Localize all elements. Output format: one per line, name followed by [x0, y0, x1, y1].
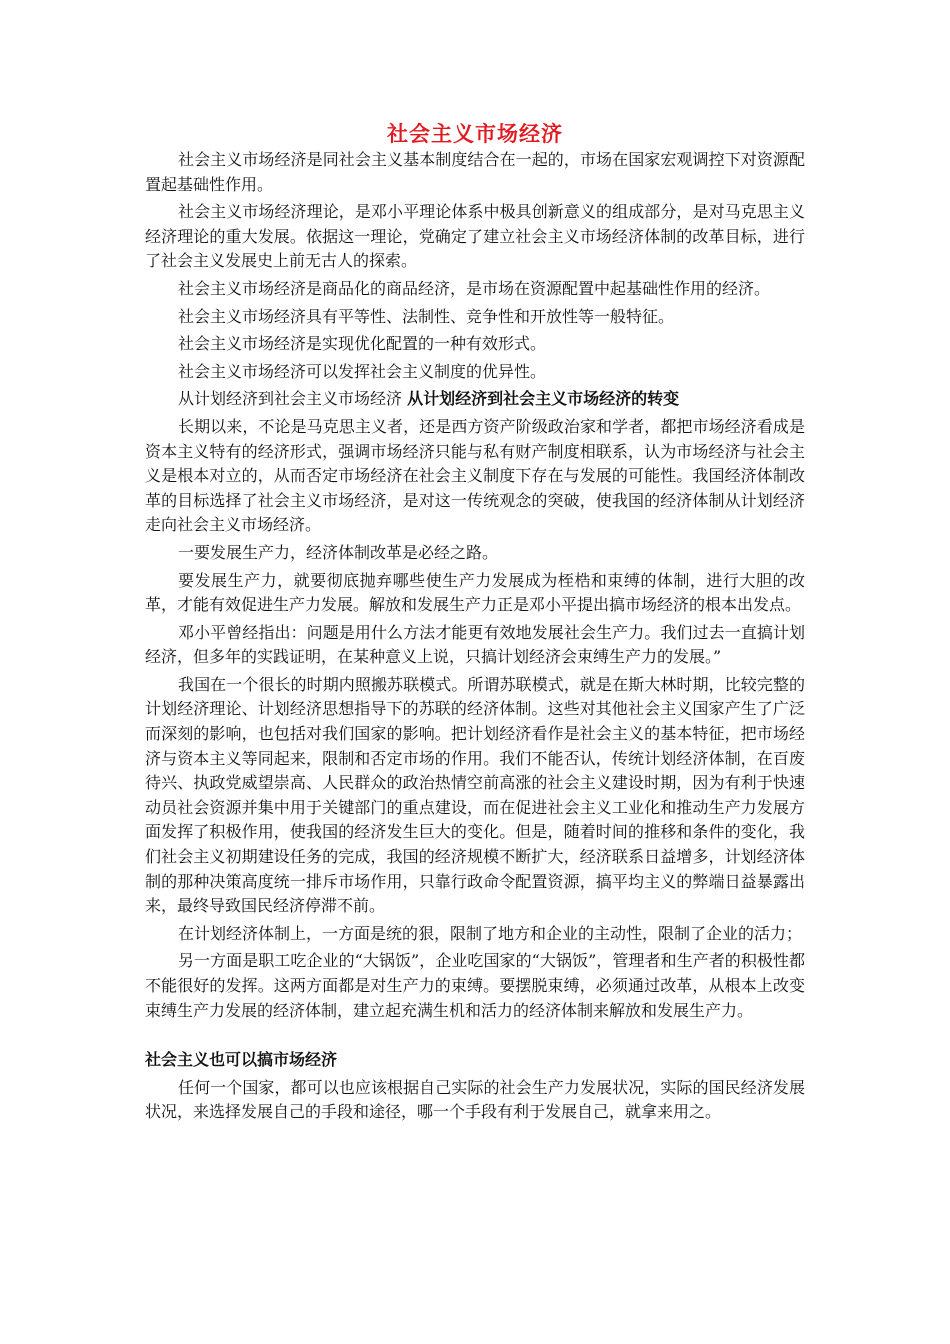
paragraph: 社会主义市场经济理论，是邓小平理论体系中极具创新意义的组成部分，是对马克思主义经济理论的重大发展。依据这一理论，党确定了建立社会主义市场经济体制的改革目标，进行了社会主义发展史上前无古人的探索。 [145, 202, 805, 271]
subheading-bold: 从计划经济到社会主义市场经济的转变 [407, 389, 680, 409]
paragraph: 社会主义市场经济是实现优化配置的一种有效形式。 [178, 334, 547, 354]
document-title: 社会主义市场经济 [387, 121, 563, 146]
paragraph: 社会主义市场经济可以发挥社会主义制度的优异性。 [178, 361, 547, 381]
paragraph: 我国在一个很长的时期内照搬苏联模式。所谓苏联模式，就是在斯大林时期，比较完整的计划经济理论、计划经济思想指导下的苏联的经济体制。这些对其他社会主义国家产生了广泛而深刻的影响，也包括对我们国家的影响。把计划经济看作是社会主义的基本特征，把市场经济与资本主义等同起来，限制和否定市场的作用。我们不能否认，传统计划经济体制，在百废待兴、执政党威望崇高、人民群众的政治热情空前高涨的社会主义建设时期，因为有利于快速动员社会资源并集中用于关键部门的重点建设，而在促进社会主义工业化和推动生产力发展方面发挥了积极作用，使我国的经济发生巨大的变化。但是，随着时间的推移和条件的变化，我们社会主义初期建设任务的完成，我国的经济规模不断扩大，经济联系日益增多，计划经济体制的那种决策高度统一排斥市场作用，只靠行政命令配置资源，搞平均主义的弊端日益暴露出来，最终导致国民经济停滞不前。 [145, 674, 805, 916]
subheading-prefix: 从计划经济到社会主义市场经济 [178, 389, 403, 409]
document-body [145, 120, 805, 1128]
paragraph: 任何一个国家，都可以也应该根据自己实际的社会生产力发展状况，实际的国民经济发展状况，来选择发展自己的手段和途径，哪一个手段有利于发展自己，就拿来用之。 [145, 1077, 805, 1122]
paragraph: 在计划经济体制上，一方面是统的狠，限制了地方和企业的主动性，限制了企业的活力； [178, 923, 803, 943]
paragraph: 长期以来，不论是马克思主义者，还是西方资产阶级政治家和学者，都把市场经济看成是资本主义特有的经济形式，强调市场经济只能与私有财产制度相联系，认为市场经济与社会主义是根本对立的，从而否定市场经济在社会主义制度下存在与发展的可能性。我国经济体制改革的目标选择了社会主义市场经济，是对这一传统观念的突破，使我国的经济体制从计划经济走向社会主义市场经济。 [145, 416, 805, 535]
paragraph: 另一方面是职工吃企业的“大锅饭”，企业吃国家的“大锅饭”，管理者和生产者的积极性都不能很好的发挥。这两方面都是对生产力的束缚。要摆脱束缚，必须通过改革，从根本上改变束缚生产力发展的经济体制，建立起充满生机和活力的经济体制来解放和发展生产力。 [145, 951, 805, 1020]
paragraph: 一要发展生产力，经济体制改革是必经之路。 [178, 542, 499, 562]
paragraph: 社会主义市场经济是同社会主义基本制度结合在一起的，市场在国家宏观调控下对资源配置起基础性作用。 [145, 150, 805, 194]
section-heading: 社会主义也可以搞市场经济 [145, 1050, 338, 1070]
section-subheading [145, 387, 805, 412]
paragraph: 社会主义市场经济具有平等性、法制性、竞争性和开放性等一般特征。 [178, 306, 675, 326]
paragraph: 社会主义市场经济是商品化的商品经济，是市场在资源配置中起基础性作用的经济。 [178, 278, 771, 298]
paragraph: 要发展生产力，就要彻底抛弃哪些使生产力发展成为桎梏和束缚的体制，进行大胆的改革，才能有效促进生产力发展。解放和发展生产力正是邓小平提出搞市场经济的根本出发点。 [145, 570, 805, 615]
paragraph: 邓小平曾经指出：问题是用什么方法才能更有效地发展社会生产力。我们过去一直搞计划经济，但多年的实践证明，在某种意义上说，只搞计划经济会束缚生产力的发展。” [145, 622, 805, 667]
